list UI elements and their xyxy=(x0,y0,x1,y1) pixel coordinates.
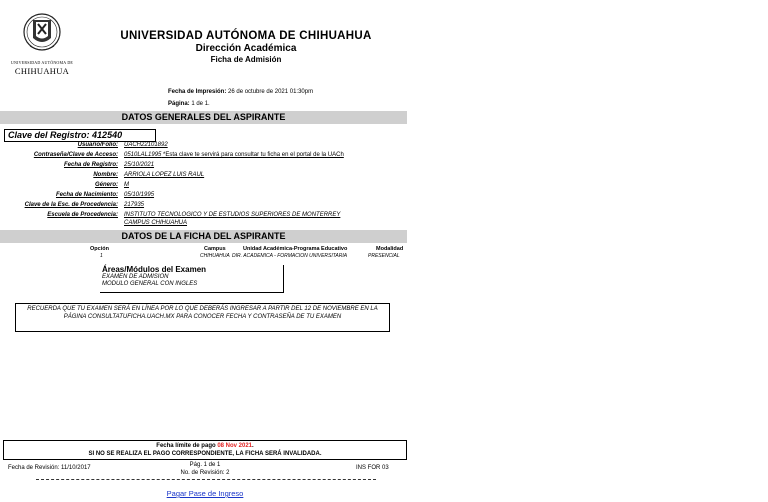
exam-notice: RECUERDA QUE TU EXAMEN SERÁ EN LÍNEA POR LO QUE DEBERÁS INGRESAR A PARTIR DEL 12 DE NOVIEMBRE EN LA PÁGINA CONSULTATUFICHA.UACH.MX PARA CONOCER FECHA Y CONTRASEÑA DE TU EXAMEN xyxy=(15,303,390,332)
logo-subtitle: UNIVERSIDAD AUTÓNOMA DE xyxy=(10,60,74,65)
department-name: Dirección Académica xyxy=(195,43,297,54)
field-value: CAMPUS CHIHUAHUA xyxy=(124,220,188,226)
payment-deadline-suffix: . xyxy=(252,443,254,449)
option-header: Opción xyxy=(90,246,109,252)
modality-header: Modalidad xyxy=(376,246,404,252)
field-value-wrap xyxy=(124,151,344,160)
field-value: UACH22101892 xyxy=(124,142,168,148)
cut-line-divider xyxy=(36,479,376,480)
field-value: 217935 xyxy=(124,202,145,208)
revision-date: Fecha de Revisión: 11/10/2017 xyxy=(8,465,91,471)
logo-title: CHIHUAHUA xyxy=(14,66,70,76)
field-row-password xyxy=(0,151,410,160)
field-label: Nombre: xyxy=(93,172,118,178)
field-row-gender xyxy=(0,181,410,190)
print-page-value: 1 de 1. xyxy=(191,101,210,107)
document-title: Ficha de Admisión xyxy=(210,55,282,64)
shield-emblem-icon xyxy=(22,8,62,56)
payment-deadline-value: 08 Nov 2021 xyxy=(217,443,253,449)
field-row-user xyxy=(0,141,410,150)
field-row-registration-date xyxy=(0,161,410,170)
field-row-birthdate xyxy=(0,191,410,200)
field-label: Género: xyxy=(94,182,118,188)
exam-area-item: MODULO GENERAL CON INGLES xyxy=(102,281,198,287)
field-label: Clave de la Esc. de Procedencia: xyxy=(24,202,118,208)
footer-revision-number: No. de Revisión: 2 xyxy=(180,470,230,476)
exam-areas-title: Áreas/Módulos del Examen xyxy=(102,265,207,274)
option-value: 1 xyxy=(100,253,103,259)
field-value: M xyxy=(124,182,129,188)
section-ficha-header: DATOS DE LA FICHA DEL ASPIRANTE xyxy=(0,230,407,243)
field-row-school-campus xyxy=(0,219,410,228)
form-code: INS FOR 03 xyxy=(356,465,389,471)
pay-entry-pass-link[interactable]: Pagar Pase de Ingreso xyxy=(166,489,244,498)
exam-areas-box xyxy=(100,265,284,293)
campus-header: Campus xyxy=(204,246,226,252)
payment-warning: SI NO SE REALIZA EL PAGO CORRESPONDIENTE, LA FICHA SERÁ INVALIDADA. xyxy=(88,451,322,457)
payment-deadline-box xyxy=(3,440,407,460)
university-logo xyxy=(10,8,74,76)
print-date-label: Fecha de Impresión: xyxy=(168,89,227,95)
field-value: 0510LAL1995 xyxy=(124,152,162,158)
print-page xyxy=(168,101,210,107)
print-date xyxy=(168,89,313,95)
payment-deadline-label: Fecha límite de pago xyxy=(156,443,216,449)
field-label: Escuela de Procedencia: xyxy=(47,212,118,218)
section-general-header: DATOS GENERALES DEL ASPIRANTE xyxy=(0,111,407,124)
university-name: UNIVERSIDAD AUTÓNOMA DE CHIHUAHUA xyxy=(120,30,372,42)
field-row-name xyxy=(0,171,410,180)
field-note: *Esta clave te servirá para consultar tu ficha en el portal de la UACh xyxy=(161,152,344,158)
field-row-school-code xyxy=(0,201,410,210)
payment-deadline-line xyxy=(4,442,406,450)
modality-value: PRESENCIAL xyxy=(368,253,400,259)
print-date-value: 26 de octubre de 2021 01:30pm xyxy=(228,89,314,95)
field-label: Contraseña/Clave de Acceso: xyxy=(33,152,118,158)
field-label: Fecha de Registro: xyxy=(63,162,118,168)
field-value: 05/10/1995 xyxy=(124,192,155,198)
footer-center xyxy=(150,461,260,477)
print-page-label: Página: xyxy=(168,101,190,107)
field-label: Usuario/Folio: xyxy=(77,142,118,148)
footer-page: Pág. 1 de 1 xyxy=(189,462,221,468)
exam-area-item: EXAMEN DE ADMISION xyxy=(102,274,169,280)
field-value: 25/10/2021 xyxy=(124,162,155,168)
field-value: INSTITUTO TECNOLOGICO Y DE ESTUDIOS SUPERIORES DE MONTERREY xyxy=(124,212,341,218)
field-value: ARRIOLA LOPEZ LUIS RAUL xyxy=(124,172,205,178)
field-label: Fecha de Nacimiento: xyxy=(55,192,118,198)
unit-header: Unidad Académica-Programa Educativo xyxy=(243,246,348,252)
campus-value: CHIHUAHUA xyxy=(200,253,230,259)
registration-value: 412540 xyxy=(92,130,123,140)
unit-value: DIR. ACADEMICA - FORMACION UNIVERSITARIA xyxy=(232,253,348,259)
registration-label: Clave del Registro: xyxy=(8,130,90,140)
